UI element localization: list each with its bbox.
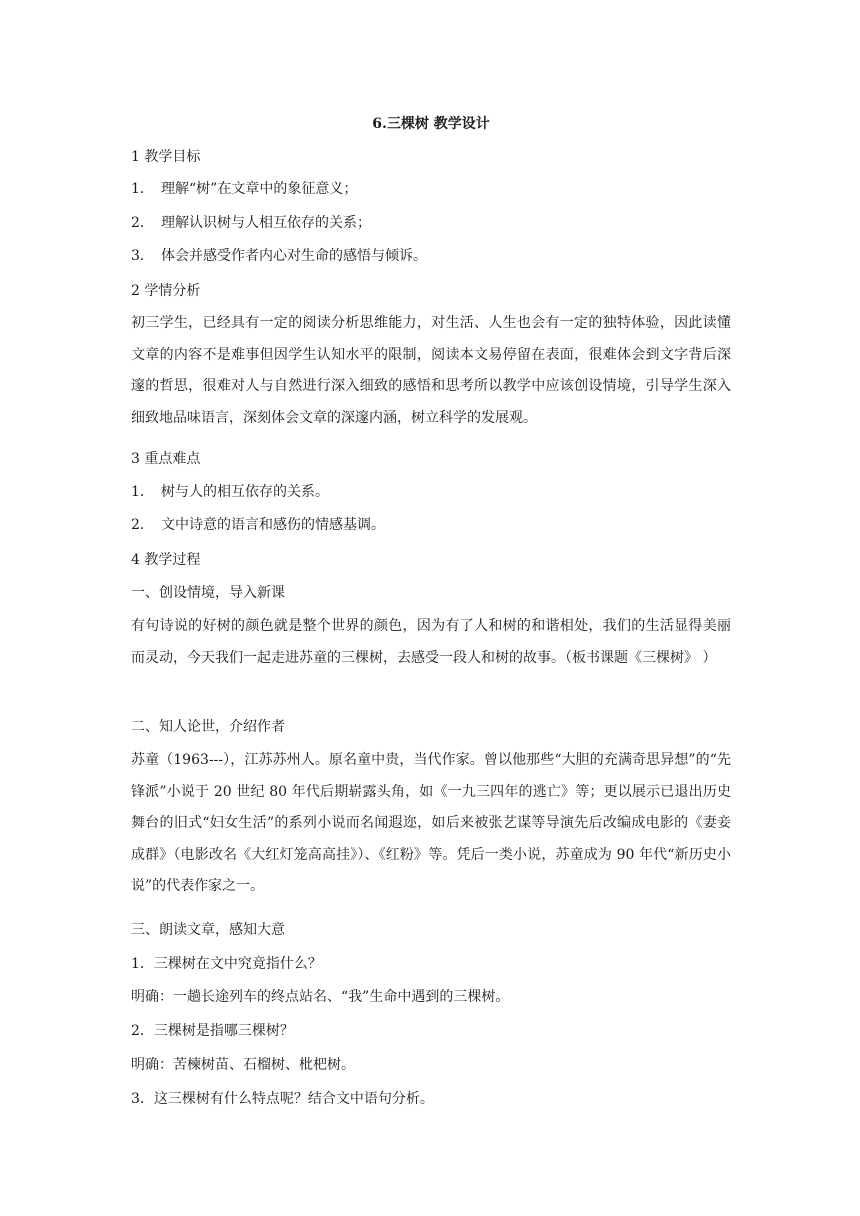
document-title: 6.三棵树 教学设计 bbox=[372, 116, 490, 132]
step2-title: 二、知人论世，介绍作者 bbox=[131, 719, 285, 735]
section-heading-process: 4 教学过程 bbox=[131, 552, 201, 568]
keypoint-item bbox=[131, 515, 731, 535]
section-heading-analysis: 2 学情分析 bbox=[131, 283, 201, 299]
keypoint-number: 2． bbox=[131, 517, 154, 533]
goal-item bbox=[131, 246, 731, 266]
step1-paragraph: 有句诗说的好树的颜色就是整个世界的颜色，因为有了人和树的和谐相处，我们的生活显得美丽而灵动，今天我们一起走进苏童的三棵树，去感受一段人和树的故事。（板书课题《三棵树》 ） bbox=[131, 618, 731, 666]
answer-1: 明确：一趟长途列车的终点站名、“我”生命中遇到的三棵树。 bbox=[131, 989, 510, 1005]
keypoint-item bbox=[131, 482, 731, 502]
section-heading-goals: 1 教学目标 bbox=[131, 149, 201, 165]
analysis-paragraph: 初三学生，已经具有一定的阅读分析思维能力，对生活、人生也会有一定的独特体验，因此读懂文章的内容不是难事但因学生认知水平的限制，阅读本文易停留在表面，很难体会到文字背后深邃的哲思，很难对人与自然进行深入细致的感悟和思考所以教学中应该创设情境，引导学生深入细致地品味语言，深刻体会文章的深邃内涵，树立科学的发展观。 bbox=[131, 315, 731, 426]
question-2: 2．三棵树是指哪三棵树？ bbox=[131, 1023, 294, 1039]
question-3: 3．这三棵树有什么特点呢？结合文中语句分析。 bbox=[131, 1091, 434, 1107]
section-heading-keypoints: 3 重点难点 bbox=[131, 451, 201, 467]
keypoint-text: 树与人的相互依存的关系。 bbox=[161, 484, 329, 500]
step1-title: 一、创设情境，导入新课 bbox=[131, 585, 285, 601]
goal-text: 体会并感受作者内心对生命的感悟与倾诉。 bbox=[161, 248, 427, 264]
keypoint-number: 1． bbox=[131, 484, 154, 500]
answer-2: 明确：苦楝树苗、石榴树、枇杷树。 bbox=[131, 1057, 355, 1073]
step2-paragraph: 苏童（1963---），江苏苏州人。原名童中贵，当代作家。曾以他那些“大胆的充满奇思异想”的“先锋派”小说于 20 世纪 80 年代后期崭露头角，如《一九三四年的逃亡》等；更以展示已退出历史舞台的旧式“妇女生活”的系列小说而名闻遐迩，如后来被张艺谋等导演先后改编成电影的《妻妾成群》（电影改名《大红灯笼高高挂》）、《红粉》等。凭后一类小说，苏童成为 90 年代“新历史小说”的代表作家之一。 bbox=[131, 752, 731, 895]
keypoint-text: 文中诗意的语言和感伤的情感基调。 bbox=[161, 517, 385, 533]
goal-text: 理解认识树与人相互依存的关系； bbox=[161, 215, 371, 231]
goal-item bbox=[131, 213, 731, 233]
goal-number: 1． bbox=[131, 181, 154, 197]
goal-number: 2． bbox=[131, 215, 154, 231]
step3-title: 三、朗读文章，感知大意 bbox=[131, 922, 285, 938]
goal-number: 3． bbox=[131, 248, 154, 264]
goal-item bbox=[131, 179, 731, 199]
goal-text: 理解“树”在文章中的象征意义； bbox=[161, 181, 358, 197]
question-1: 1．三棵树在文中究竟指什么？ bbox=[131, 956, 322, 972]
